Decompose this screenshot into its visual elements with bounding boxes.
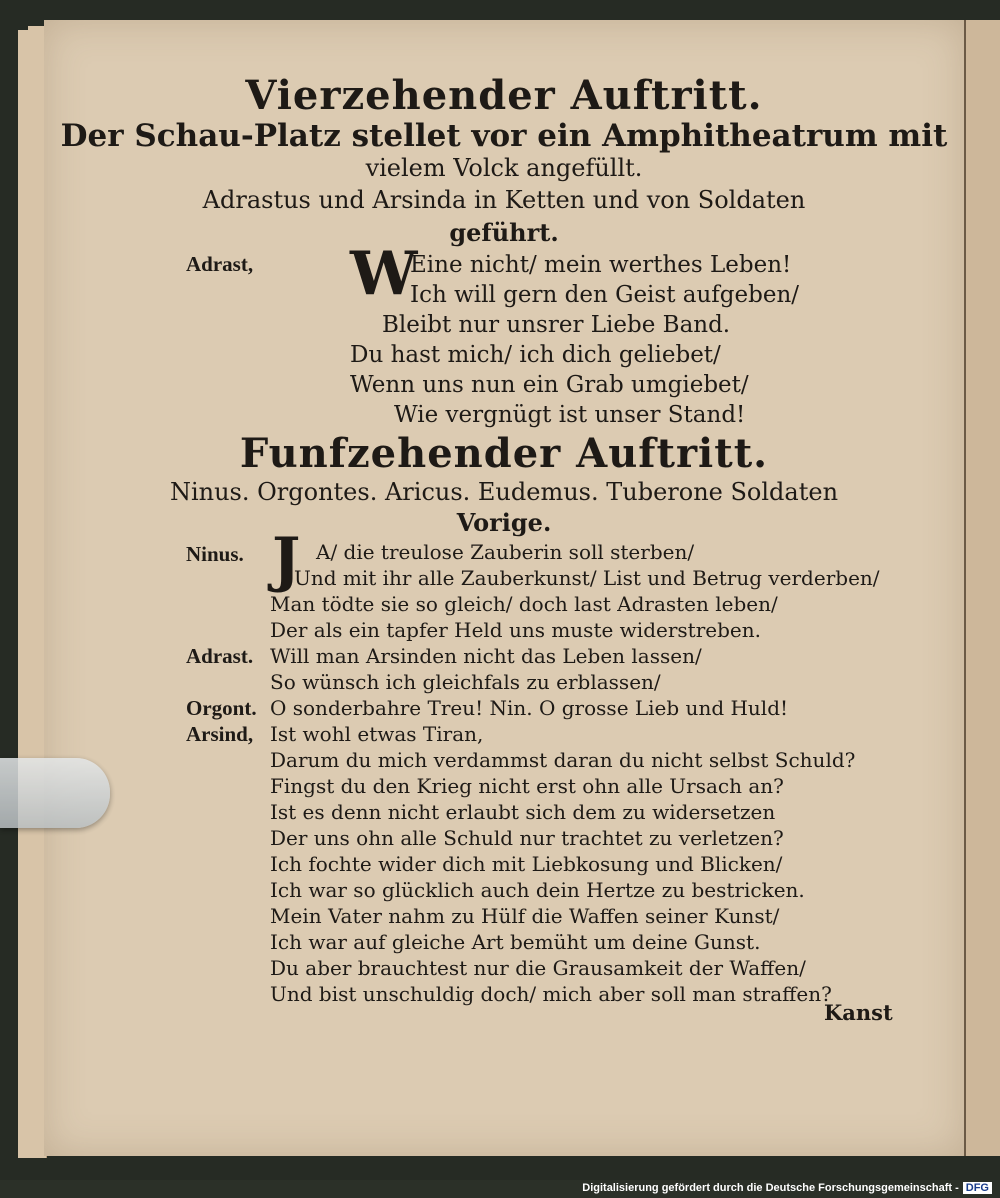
verse-line: Ich will gern den Geist aufgeben/ xyxy=(410,282,800,308)
catchword: Kanst xyxy=(824,1000,893,1025)
speaker-arsind: Arsind, xyxy=(186,722,254,746)
scene-14-cast-line-2: geführt. xyxy=(449,218,559,247)
verse-line: Wenn uns nun ein Grab umgiebet/ xyxy=(350,372,749,398)
dialogue-line: Will man Arsinden nicht das Leben lassen/ xyxy=(270,644,702,668)
dialogue-line: O sonderbahre Treu! Nin. O grosse Lieb und Huld! xyxy=(270,696,789,720)
dialogue-line: Ist es denn nicht erlaubt sich dem zu widersetzen xyxy=(270,800,776,824)
dialogue-line: Ich fochte wider dich mit Liebkosung und Blicken/ xyxy=(270,852,783,876)
speaker-orgont: Orgont. xyxy=(186,696,257,720)
dropcap: W xyxy=(350,239,418,309)
dialogue-line: A/ die treulose Zauberin soll sterben/ xyxy=(316,540,695,564)
footer-text: Digitalisierung gefördert durch die Deutsche Forschungsgemeinschaft - xyxy=(582,1182,959,1194)
scene-14-setting-line-2: vielem Volck angefüllt. xyxy=(365,154,643,182)
next-page-edge xyxy=(964,20,1000,1156)
verse-line: Du hast mich/ ich dich geliebet/ xyxy=(350,342,721,368)
scene-14-setting-line-1: Der Schau-Platz stellet vor ein Amphitheatrum mit xyxy=(60,118,948,154)
speaker-ninus: Ninus. xyxy=(186,542,244,566)
scene-14-heading: Vierzehender Auftritt. xyxy=(245,72,763,119)
dialogue-line: Mein Vater nahm zu Hülf die Waffen seiner Kunst/ xyxy=(270,904,780,928)
scene-14-cast-line-1: Adrastus und Arsinda in Ketten und von Soldaten xyxy=(202,186,806,214)
dialogue-line: Ich war auf gleiche Art bemüht um deine Gunst. xyxy=(270,930,761,954)
dialogue-line: So wünsch ich gleichfals zu erblassen/ xyxy=(270,670,661,694)
dialogue-line: Ist wohl etwas Tiran, xyxy=(270,722,484,746)
verse-line: Bleibt nur unsrer Liebe Band. xyxy=(382,312,731,338)
dialogue-line: Ich war so glücklich auch dein Hertze zu bestricken. xyxy=(270,878,805,902)
dialogue-line: Man tödte sie so gleich/ doch last Adrasten leben/ xyxy=(270,592,778,616)
scene-15-cast-line-1: Ninus. Orgontes. Aricus. Eudemus. Tuberone Soldaten xyxy=(169,478,839,506)
dialogue-line: Der als ein tapfer Held uns muste widerstreben. xyxy=(270,618,761,642)
book-page xyxy=(44,20,964,1156)
dfg-logo: DFG xyxy=(963,1182,992,1194)
dropcap: J xyxy=(272,525,301,595)
dialogue-line: Fingst du den Krieg nicht erst ohn alle Ursach an? xyxy=(270,774,784,798)
dialogue-line: Der uns ohn alle Schuld nur trachtet zu verletzen? xyxy=(270,826,784,850)
scene-15-heading: Funfzehender Auftritt. xyxy=(239,430,769,477)
verse-line: Wie vergnügt ist unser Stand! xyxy=(394,402,746,428)
page-clip xyxy=(0,758,110,828)
dialogue-line: Du aber brauchtest nur die Grausamkeit der Waffen/ xyxy=(270,956,806,980)
dialogue-line: Darum du mich verdammst daran du nicht selbst Schuld? xyxy=(270,748,856,772)
dialogue-line: Und mit ihr alle Zauberkunst/ List und Betrug verderben/ xyxy=(294,566,880,590)
verse-line: Eine nicht/ mein werthes Leben! xyxy=(410,252,792,278)
scene-15-cast-line-2: Vorige. xyxy=(456,508,552,537)
footer-credit xyxy=(582,1182,992,1194)
speaker-adrast: Adrast, xyxy=(186,252,254,276)
dialogue-line: Und bist unschuldig doch/ mich aber soll man straffen? xyxy=(270,982,832,1006)
speaker-adrast: Adrast. xyxy=(186,644,254,668)
